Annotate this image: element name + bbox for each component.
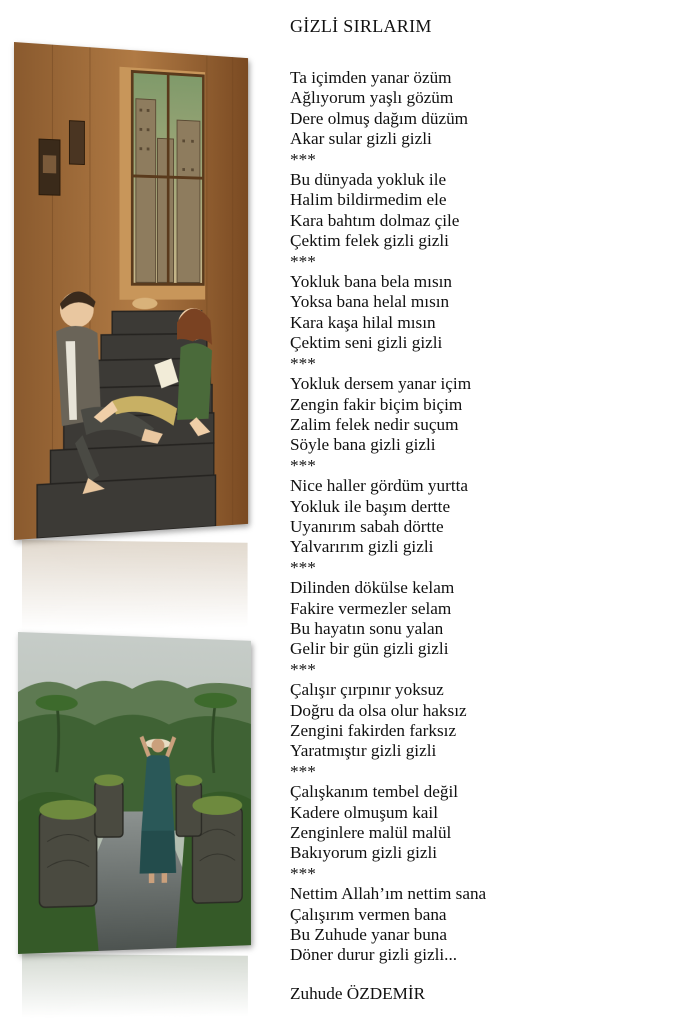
poem-line: Yalvarırım gizli gizli bbox=[290, 537, 434, 557]
poem-line: Söyle bana gizli gizli bbox=[290, 435, 436, 455]
poem-stanza bbox=[290, 272, 660, 374]
poem-line: Çalışkanım tembel değil bbox=[290, 782, 459, 802]
poem-title: GİZLİ SIRLARIM bbox=[290, 16, 432, 36]
poem-line: Dilinden dökülse kelam bbox=[290, 578, 455, 598]
poem-line: Çalışırım vermen bana bbox=[290, 904, 447, 924]
poem-line: Kara bahtım dolmaz çile bbox=[290, 210, 460, 230]
poem-line: Bu dünyada yokluk ile bbox=[290, 170, 447, 190]
poem-line: Döner durur gizli gizli... bbox=[290, 945, 458, 965]
poem-stanza bbox=[290, 782, 660, 884]
poem-line: Nice haller gördüm yurtta bbox=[290, 476, 469, 496]
poem-line: *** bbox=[290, 149, 316, 169]
poem-line: Ta içimden yanar özüm bbox=[290, 68, 452, 87]
poem-line: Dere olmuş dağım düzüm bbox=[290, 108, 469, 128]
poem-line: *** bbox=[290, 557, 316, 577]
poem-line: Yoksa bana helal mısın bbox=[290, 292, 450, 312]
poem-stanza bbox=[290, 578, 660, 680]
poem-line: *** bbox=[290, 863, 316, 883]
poem-line: Yokluk ile başım dertte bbox=[290, 496, 451, 516]
poem-body bbox=[290, 68, 660, 966]
image-reflection bbox=[22, 540, 248, 630]
poem-line: Bu hayatın sonu yalan bbox=[290, 618, 444, 638]
poem-line: Ağlıyorum yaşlı gözüm bbox=[290, 88, 454, 108]
poem-line: Bu Zuhude yanar buna bbox=[290, 925, 448, 945]
poem-line: Kara kaşa hilal mısın bbox=[290, 312, 436, 332]
poem-line: *** bbox=[290, 353, 316, 373]
poem-stanza bbox=[290, 680, 660, 782]
poem-line: Kadere olmuşum kail bbox=[290, 802, 438, 822]
poem-line: Çektim seni gizli gizli bbox=[290, 333, 443, 353]
poem-line: *** bbox=[290, 455, 316, 475]
poem-line: Yokluk bana bela mısın bbox=[290, 272, 453, 292]
poem-line: Zengin fakir biçim biçim bbox=[290, 394, 463, 414]
poem-line: Doğru da olsa olur haksız bbox=[290, 700, 467, 720]
image-reflection bbox=[22, 954, 248, 1018]
poem-line: *** bbox=[290, 761, 316, 781]
poem-line: *** bbox=[290, 659, 316, 679]
poem-line: Çektim felek gizli gizli bbox=[290, 231, 449, 251]
poem-line: Akar sular gizli gizli bbox=[290, 129, 432, 149]
poem-stanza bbox=[290, 374, 660, 476]
poem-line: Yokluk dersem yanar içim bbox=[290, 374, 472, 394]
poem-line: Uyanırım sabah dörtte bbox=[290, 516, 444, 536]
poem-line: Zengini fakirden farksız bbox=[290, 721, 457, 740]
poem-line: Bakıyorum gizli gizli bbox=[290, 843, 438, 863]
couple-illustration bbox=[14, 42, 248, 540]
poem-line: Fakire vermezler selam bbox=[290, 598, 452, 618]
poem-stanza bbox=[290, 884, 660, 966]
author-name: Zuhude ÖZDEMİR bbox=[290, 984, 426, 1003]
garden-photo bbox=[18, 632, 251, 954]
poem-line: *** bbox=[290, 251, 316, 271]
poem-stanza bbox=[290, 476, 660, 578]
poem-line: Zenginlere malül malül bbox=[290, 823, 452, 843]
poem-line: Yaratmıştır gizli gizli bbox=[290, 741, 437, 761]
poem-line: Çalışır çırpınır yoksuz bbox=[290, 680, 444, 700]
poem-line: Halim bildirmedim ele bbox=[290, 190, 447, 210]
poem-line: Gelir bir gün gizli gizli bbox=[290, 639, 449, 659]
poem-line: Nettim Allah’ım nettim sana bbox=[290, 884, 487, 904]
poem-stanza bbox=[290, 68, 660, 170]
poem-line: Zalim felek nedir suçum bbox=[290, 414, 459, 434]
poem-stanza bbox=[290, 170, 660, 272]
